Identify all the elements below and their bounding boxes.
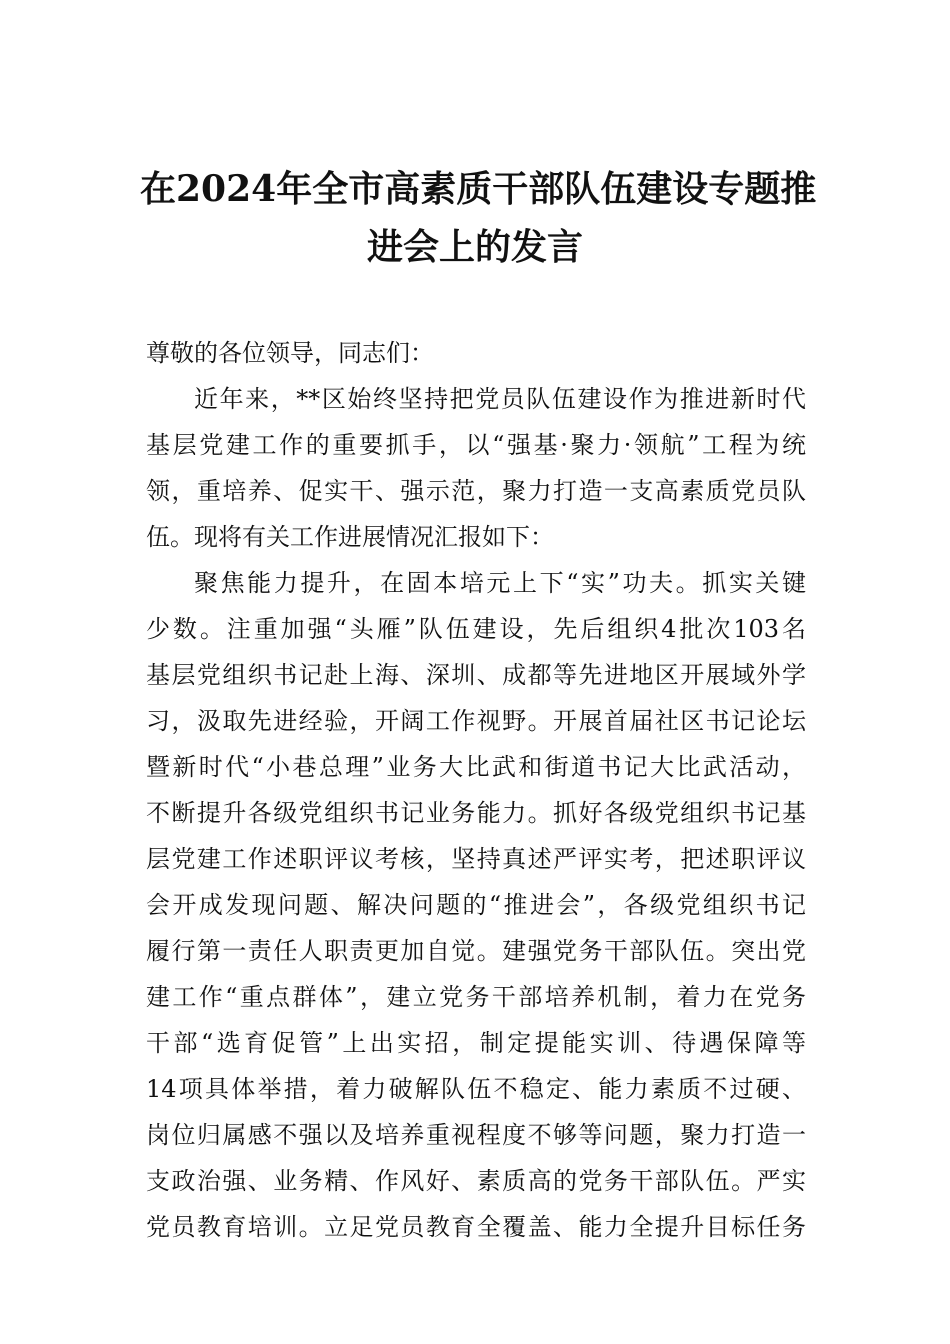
text-line: 聚焦能力提升，在固本培元上下“实”功夫。抓实关键 bbox=[194, 569, 806, 597]
text-line: 党员教育培训。立足党员教育全覆盖、能力全提升目标任务 bbox=[146, 1213, 806, 1241]
text-line: 会开成发现问题、解决问题的“推进会”，各级党组织书记 bbox=[146, 891, 806, 919]
title-line-1: 在2024年全市高素质干部队伍建设专题推 bbox=[140, 168, 817, 210]
document-title bbox=[140, 160, 817, 276]
text-line: 支政治强、业务精、作风好、素质高的党务干部队伍。严实 bbox=[146, 1167, 806, 1195]
paragraph-intro bbox=[146, 376, 806, 560]
text-line: 领，重培养、促实干、强示范，聚力打造一支高素质党员队 bbox=[146, 477, 806, 505]
text-line: 伍。现将有关工作进展情况汇报如下： bbox=[146, 523, 554, 551]
text-line: 建工作“重点群体”，建立党务干部培养机制，着力在党务 bbox=[146, 983, 806, 1011]
text-line: 少数。注重加强“头雁”队伍建设，先后组织4批次103名 bbox=[146, 615, 806, 643]
text-line: 暨新时代“小巷总理”业务大比武和街道书记大比武活动， bbox=[146, 753, 806, 781]
paragraph-capability bbox=[146, 560, 806, 1250]
title-line-2: 进会上的发言 bbox=[366, 226, 583, 268]
text-line: 层党建工作述职评议考核，坚持真述严评实考，把述职评议 bbox=[146, 845, 806, 873]
text-line: 岗位归属感不强以及培养重视程度不够等问题，聚力打造一 bbox=[146, 1121, 806, 1149]
text-line: 履行第一责任人职责更加自觉。建强党务干部队伍。突出党 bbox=[146, 937, 806, 965]
text-line: 干部“选育促管”上出实招，制定提能实训、待遇保障等 bbox=[146, 1029, 806, 1057]
text-line: 习，汲取先进经验，开阔工作视野。开展首届社区书记论坛 bbox=[146, 707, 806, 735]
document-body bbox=[146, 330, 806, 1250]
text-line: 基层党组织书记赴上海、深圳、成都等先进地区开展域外学 bbox=[146, 661, 806, 689]
text-line: 14项具体举措，着力破解队伍不稳定、能力素质不过硬、 bbox=[146, 1075, 806, 1103]
text-line: 基层党建工作的重要抓手，以“强基·聚力·领航”工程为统 bbox=[146, 431, 806, 459]
text-line: 近年来，**区始终坚持把党员队伍建设作为推进新时代 bbox=[194, 385, 806, 413]
salutation: 尊敬的各位领导，同志们： bbox=[146, 339, 434, 367]
text-line: 不断提升各级党组织书记业务能力。抓好各级党组织书记基 bbox=[146, 799, 806, 827]
